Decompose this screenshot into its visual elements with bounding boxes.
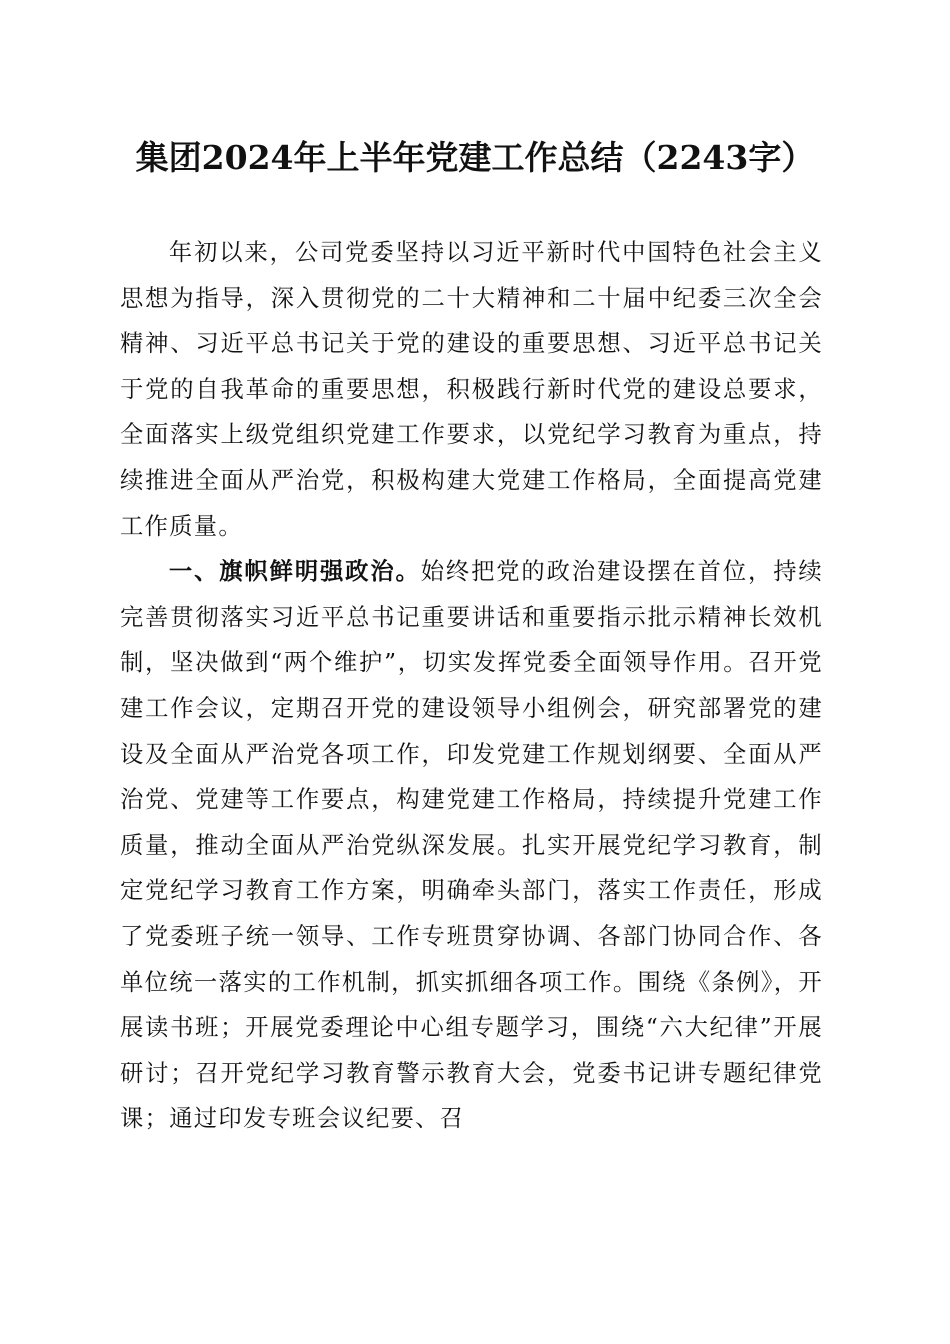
section-heading: 一、旗帜鲜明强政治。 [168, 558, 421, 586]
document-body [120, 230, 823, 1142]
paragraph-text: 年初以来，公司党委坚持以习近平新时代中国特色社会主义思想为指导，深入贯彻党的二十大精神和二十届中纪委三次全会精神、习近平总书记关于党的建设的重要思想、习近平总书记关于党的自我革命的重要思想，积极践行新时代党的建设总要求，全面落实上级党组织党建工作要求，以党纪学习教育为重点，持续推进全面从严治党，积极构建大党建工作格局，全面提高党建工作质量。 [120, 239, 823, 540]
paragraph-intro [120, 230, 823, 549]
paragraph-section-1 [120, 549, 823, 1142]
paragraph-text: 始终把党的政治建设摆在首位，持续完善贯彻落实习近平总书记重要讲话和重要指示批示精神长效机制，坚决做到“两个维护”，切实发挥党委全面领导作用。召开党建工作会议，定期召开党的建设领导小组例会，研究部署党的建设及全面从严治党各项工作，印发党建工作规划纲要、全面从严治党、党建等工作要点，构建党建工作格局，持续提升党建工作质量，推动全面从严治党纵深发展。扎实开展党纪学习教育，制定党纪学习教育工作方案，明确牵头部门，落实工作责任，形成了党委班子统一领导、工作专班贯穿协调、各部门协同合作、各单位统一落实的工作机制，抓实抓细各项工作。围绕《条例》，开展读书班；开展党委理论中心组专题学习，围绕“六大纪律”开展研讨；召开党纪学习教育警示教育大会，党委书记讲专题纪律党课；通过印发专班会议纪要、召 [120, 558, 823, 1133]
document-title: 集团2024年上半年党建工作总结（2243字） [135, 138, 815, 177]
